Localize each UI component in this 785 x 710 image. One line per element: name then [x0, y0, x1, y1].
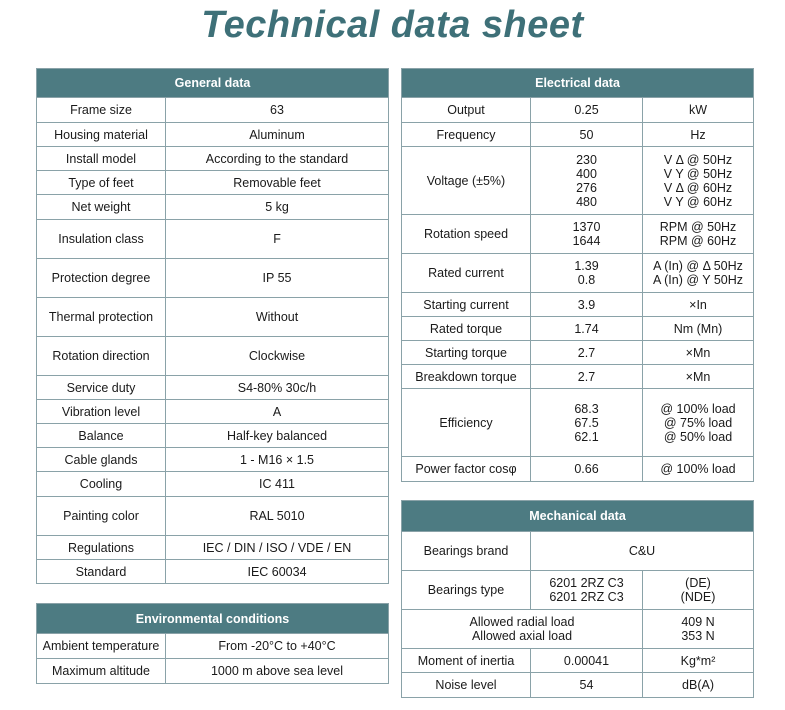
voltage-values: 230 400 276 480 — [531, 147, 643, 215]
output-value: 0.25 — [531, 98, 643, 123]
balance-value: Half-key balanced — [166, 424, 389, 448]
cable-glands-label: Cable glands — [37, 448, 166, 472]
breakdown-torque-label: Breakdown torque — [402, 365, 531, 389]
ambient-temperature-value: From -20°C to +40°C — [166, 634, 389, 659]
install-model-label: Install model — [37, 147, 166, 171]
efficiency-values: 68.3 67.5 62.1 — [531, 389, 643, 457]
service-duty-value: S4-80% 30c/h — [166, 376, 389, 400]
starting-torque-value: 2.7 — [531, 341, 643, 365]
ambient-temperature-label: Ambient temperature — [37, 634, 166, 659]
voltage-units: V Δ @ 50Hz V Y @ 50Hz V Δ @ 60Hz V Y @ 60Hz — [643, 147, 754, 215]
rated-torque-value: 1.74 — [531, 317, 643, 341]
noise-level-value: 54 — [531, 673, 643, 698]
bearings-brand-value: C&U — [531, 532, 754, 571]
net-weight-label: Net weight — [37, 195, 166, 220]
rotation-direction-label: Rotation direction — [37, 337, 166, 376]
frame-size-value: 63 — [166, 98, 389, 123]
cooling-value: IC 411 — [166, 472, 389, 497]
painting-color-label: Painting color — [37, 497, 166, 536]
maximum-altitude-label: Maximum altitude — [37, 659, 166, 684]
insulation-class-value: F — [166, 220, 389, 259]
bearings-type-label: Bearings type — [402, 571, 531, 610]
type-of-feet-label: Type of feet — [37, 171, 166, 195]
environmental-conditions-table — [36, 603, 389, 684]
type-of-feet-value: Removable feet — [166, 171, 389, 195]
starting-current-unit: ×In — [643, 293, 754, 317]
regulations-label: Regulations — [37, 536, 166, 560]
bearings-brand-label: Bearings brand — [402, 532, 531, 571]
noise-level-label: Noise level — [402, 673, 531, 698]
rotation-speed-values: 1370 1644 — [531, 215, 643, 254]
moment-of-inertia-unit: Kg*m² — [643, 649, 754, 673]
mechanical-data-header: Mechanical data — [402, 501, 754, 532]
standard-value: IEC 60034 — [166, 560, 389, 584]
install-model-value: According to the standard — [166, 147, 389, 171]
output-unit: kW — [643, 98, 754, 123]
efficiency-label: Efficiency — [402, 389, 531, 457]
frequency-value: 50 — [531, 123, 643, 147]
moment-of-inertia-value: 0.00041 — [531, 649, 643, 673]
housing-material-value: Aluminum — [166, 123, 389, 147]
maximum-altitude-value: 1000 m above sea level — [166, 659, 389, 684]
rotation-direction-value: Clockwise — [166, 337, 389, 376]
cooling-label: Cooling — [37, 472, 166, 497]
painting-color-value: RAL 5010 — [166, 497, 389, 536]
balance-label: Balance — [37, 424, 166, 448]
electrical-data-table — [401, 68, 754, 482]
environmental-conditions-header: Environmental conditions — [37, 604, 389, 634]
frequency-label: Frequency — [402, 123, 531, 147]
vibration-level-label: Vibration level — [37, 400, 166, 424]
housing-material-label: Housing material — [37, 123, 166, 147]
regulations-value: IEC / DIN / ISO / VDE / EN — [166, 536, 389, 560]
frequency-unit: Hz — [643, 123, 754, 147]
breakdown-torque-value: 2.7 — [531, 365, 643, 389]
starting-current-value: 3.9 — [531, 293, 643, 317]
rated-torque-label: Rated torque — [402, 317, 531, 341]
rotation-speed-label: Rotation speed — [402, 215, 531, 254]
protection-degree-value: IP 55 — [166, 259, 389, 298]
rated-torque-unit: Nm (Mn) — [643, 317, 754, 341]
standard-label: Standard — [37, 560, 166, 584]
power-factor-value: 0.66 — [531, 457, 643, 482]
rated-current-units: A (In) @ Δ 50Hz A (In) @ Y 50Hz — [643, 254, 754, 293]
mechanical-data-table — [401, 500, 754, 698]
vibration-level-value: A — [166, 400, 389, 424]
service-duty-label: Service duty — [37, 376, 166, 400]
efficiency-units: @ 100% load @ 75% load @ 50% load — [643, 389, 754, 457]
output-label: Output — [402, 98, 531, 123]
page-title: Technical data sheet — [201, 4, 584, 46]
power-factor-unit: @ 100% load — [643, 457, 754, 482]
moment-of-inertia-label: Moment of inertia — [402, 649, 531, 673]
rated-current-label: Rated current — [402, 254, 531, 293]
bearings-type-values: 6201 2RZ C3 6201 2RZ C3 — [531, 571, 643, 610]
allowed-loads-labels: Allowed radial load Allowed axial load — [402, 610, 643, 649]
cable-glands-value: 1 - M16 × 1.5 — [166, 448, 389, 472]
starting-torque-unit: ×Mn — [643, 341, 754, 365]
rotation-speed-units: RPM @ 50Hz RPM @ 60Hz — [643, 215, 754, 254]
starting-current-label: Starting current — [402, 293, 531, 317]
thermal-protection-value: Without — [166, 298, 389, 337]
general-data-header: General data — [37, 69, 389, 98]
breakdown-torque-unit: ×Mn — [643, 365, 754, 389]
thermal-protection-label: Thermal protection — [37, 298, 166, 337]
general-data-table — [36, 68, 389, 584]
bearings-type-units: (DE) (NDE) — [643, 571, 754, 610]
noise-level-unit: dB(A) — [643, 673, 754, 698]
protection-degree-label: Protection degree — [37, 259, 166, 298]
allowed-loads-values: 409 N 353 N — [643, 610, 754, 649]
rated-current-values: 1.39 0.8 — [531, 254, 643, 293]
starting-torque-label: Starting torque — [402, 341, 531, 365]
power-factor-label: Power factor cosφ — [402, 457, 531, 482]
insulation-class-label: Insulation class — [37, 220, 166, 259]
electrical-data-header: Electrical data — [402, 69, 754, 98]
net-weight-value: 5 kg — [166, 195, 389, 220]
voltage-label: Voltage (±5%) — [402, 147, 531, 215]
frame-size-label: Frame size — [37, 98, 166, 123]
